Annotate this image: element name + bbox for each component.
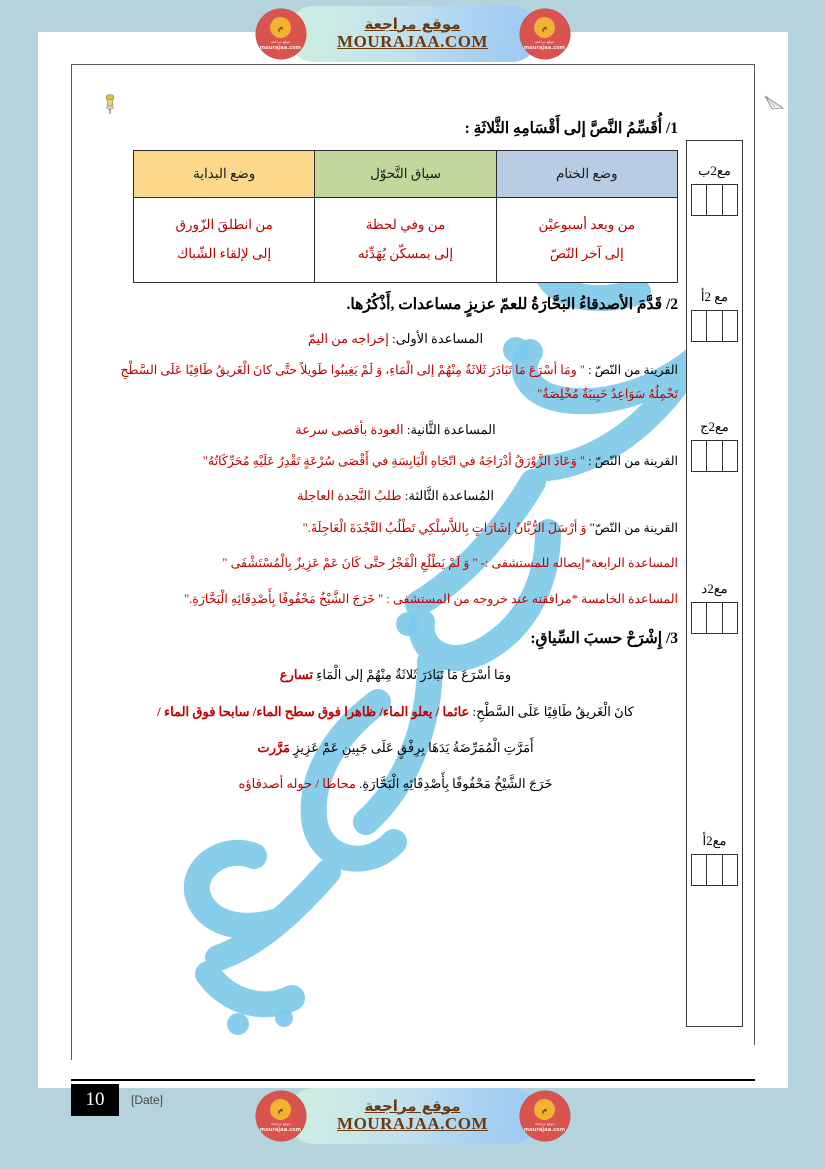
explanation-3 [113, 735, 678, 760]
explanation-4 [113, 771, 678, 796]
brand-logo-left [520, 1091, 570, 1141]
page-fold-corner-icon [763, 94, 785, 112]
worksheet-content [113, 117, 678, 808]
brand-logo-right [256, 9, 306, 59]
helper-2 [113, 418, 678, 441]
helper-3-answer: طلبُ النَّجدة العاجلة [296, 488, 402, 504]
logo-sub-ar: موقع مراجعة [270, 1121, 291, 1126]
helper-2-label: المساعدة الثَّانية: [406, 421, 496, 437]
brand-logo-right [256, 1091, 306, 1141]
helper-3-evidence [113, 516, 678, 540]
rubric-score-boxes[interactable] [691, 440, 738, 472]
cell-line-2: إلى لإلقاء الشّباك [177, 246, 272, 262]
logo-emblem-icon: م [534, 1099, 555, 1120]
explanation-2-sentence: كانَ الْغَريقُ طَافِيًا عَلَى السَّطْحِ: [472, 703, 634, 719]
brand-title-ar: موقع مراجعة [364, 14, 461, 33]
logo-sub-ar: موقع مراجعة [270, 39, 291, 44]
logo-sub-en: mourajaa.com [259, 1126, 302, 1133]
cell-line-2: إلى بمسكّن يُهَدِّئه [357, 246, 454, 262]
logo-emblem-icon: م [270, 1099, 291, 1120]
brand-pill-top [288, 6, 538, 62]
helper-3-label: المُساعدة الثَّالثة: [404, 488, 495, 504]
rubric-item-4 [687, 833, 742, 886]
document-frame-left-rule [71, 64, 72, 1060]
explanation-3-answer: مَرَّرت [257, 739, 290, 755]
logo-subtext [524, 40, 565, 51]
rubric-score-boxes[interactable] [691, 184, 738, 216]
cell-line-1: من وبعد أسبوعيْن [538, 217, 636, 233]
helper-4-evidence [113, 551, 678, 575]
rubric-label: مع2د [701, 581, 728, 596]
brand-title-ar: موقع مراجعة [364, 1096, 461, 1115]
brand-title-url: MOURAJAA.COM [337, 1114, 488, 1134]
helper-5-label: المساعدة الخامسة *مرافقته عند خروجه من المستشفى : [386, 591, 678, 606]
logo-emblem-icon: م [534, 17, 555, 38]
table-cell-end [496, 198, 677, 283]
text-sections-table [133, 150, 678, 283]
logo-sub-en: mourajaa.com [259, 44, 302, 51]
explanation-2-answer: عائما / يعلو الماء/ ظاهرا فوق سطح الماء/ سابحا فوق الماء / [157, 703, 470, 719]
cell-line-2: إلى آخر النّصّ [549, 246, 624, 262]
evidence-label: القرينة من النّصّ" [589, 520, 678, 535]
logo-sub-en: mourajaa.com [523, 1126, 566, 1133]
helper-4-label: المساعدة الرابعة*إيصاله للمستشفى :- [480, 556, 678, 571]
helper-1-label: المساعدة الأولى: [392, 330, 484, 346]
table-header-start: وضع البداية [134, 151, 315, 198]
table-row [134, 198, 678, 283]
explanation-4-answer: محاطا / حوله أصدقاؤه [238, 776, 356, 792]
rubric-score-boxes[interactable] [691, 310, 738, 342]
table-header-mid: سياق التَّحوّل [315, 151, 496, 198]
rubric-item-2 [687, 419, 742, 472]
rubric-margin-column [686, 140, 743, 1027]
explanation-4-sentence: خَرَجَ الشَّيْخُ مَحْفُوفًا بِأَصْدِقَائِهِ الْبَحَّارَةِ. [359, 776, 553, 792]
rubric-label: مع2ب [698, 163, 731, 178]
logo-subtext [524, 1122, 565, 1133]
evidence-label: القرينة من النّصّ : [588, 454, 678, 469]
logo-subtext [260, 40, 301, 51]
logo-sub-ar: موقع مراجعة [534, 39, 555, 44]
explanation-2 [113, 699, 678, 724]
footer-date: [Date] [131, 1093, 164, 1107]
evidence-quote: وَ أرْسَلَ الرُّبَّانُ إشَارَاتٍ بِاللاَّسِلْكِي تَطْلُبُ النَّجْدَةَ الْعَاجِلَةَ." [302, 520, 587, 535]
brand-pill-bottom [288, 1088, 538, 1144]
table-header-row [134, 151, 678, 198]
brand-logo-left [520, 9, 570, 59]
helper-2-answer: العودة بأقصى سرعة [295, 421, 404, 437]
site-header-banner [0, 0, 825, 68]
helper-1-answer: إخراجه من اليمّ [307, 330, 389, 346]
logo-subtext [260, 1122, 301, 1133]
rubric-label: مع 2أ [700, 289, 729, 304]
logo-sub-ar: موقع مراجعة [534, 1121, 555, 1126]
helper-1-evidence [113, 358, 678, 407]
page-number-badge: 10 [71, 1084, 119, 1116]
rubric-item-3 [687, 581, 742, 634]
helper-1 [113, 327, 678, 350]
evidence-quote: " خَرَجَ الشَّيْخُ مَحْفُوفًا بِأَصْدِقَائِهِ الْبَحَّارَةِ." [184, 591, 384, 606]
pushpin-icon [102, 94, 118, 116]
explanation-1-sentence: ومَا أسْرَعَ مَا تَبَادَرَ ثَلاثَةٌ مِنْهُمْ إلى الْمَاءِ [316, 667, 512, 683]
logo-sub-en: mourajaa.com [523, 44, 566, 51]
site-footer-banner [0, 1081, 825, 1151]
evidence-label: القرينة من النّصّ : [588, 362, 678, 377]
evidence-quote: " وَعَادَ الزَّوْرَقُ أدْرَاجَهُ في اتّجَاهِ الْيَابِسَةِ في أَقْصَى سُرْعَةٍ تَقْدِرُ عَلَيْهِ مُحَرِّكَاتُهُ" [202, 454, 585, 469]
rubric-item-0 [687, 163, 742, 216]
table-cell-mid [315, 198, 496, 283]
explanation-1-answer: تسارع [279, 667, 313, 683]
rubric-label: مع2ج [700, 419, 729, 434]
logo-emblem-icon: م [270, 17, 291, 38]
table-header-end: وضع الختام [496, 151, 677, 198]
helper-5-evidence [113, 587, 678, 611]
brand-title-url: MOURAJAA.COM [337, 32, 488, 52]
rubric-item-1 [687, 289, 742, 342]
cell-line-1: من انطلقَ الزّورق [175, 217, 273, 233]
evidence-quote: " وَ لَمْ يَطْلُعِ الْفَجْرُ حتَّى كَانَ عَمْ عَزِيزٌ بِالْمُسْتَشْفَى " [222, 556, 478, 571]
rubric-label: مع2أ [702, 833, 727, 848]
helper-3 [113, 484, 678, 507]
cell-line-1: من وفي لحظة [365, 217, 446, 233]
evidence-quote: " ومَا أسْرَعَ مَا تَبَادَرَ ثَلاثَةٌ مِنْهُمْ إلى الْمَاءِ، وَ لَمْ يَغِيبُوا طَويلاً حتَّى كانَ الْغَريقُ طَافِيًا عَلَى السَّطْحِ تَحْمِلُهُ سَوَاعِدُ حَبِيبَةٌ مُخْلِصَةٌ" [120, 362, 678, 402]
question-2-heading: 2/ قَدَّمَ الأصدقاءُ البَحَّارَةُ للعمّ عزيزٍ مساعدات ,أَذْكُرُها. [346, 296, 678, 314]
question-1-heading: 1/ أُقَسِّمُ النَّصَّ إلى أَقْسَامِهِ الثَّلاثَةِ : [464, 120, 678, 137]
explanation-3-sentence: أَمَرَّتِ الْمُمَرِّضَةُ يَدَهَا بِرِفْقٍ عَلَى جَبِينِ عَمْ عَزِيزٍ [293, 739, 534, 755]
question-3-heading: 3/ إِشْرَحْ حسبَ السِّياقِ: [530, 629, 678, 647]
helper-2-evidence [113, 449, 678, 473]
explanation-1 [113, 662, 678, 687]
rubric-score-boxes[interactable] [691, 854, 738, 886]
rubric-score-boxes[interactable] [691, 602, 738, 634]
table-cell-start [134, 198, 315, 283]
